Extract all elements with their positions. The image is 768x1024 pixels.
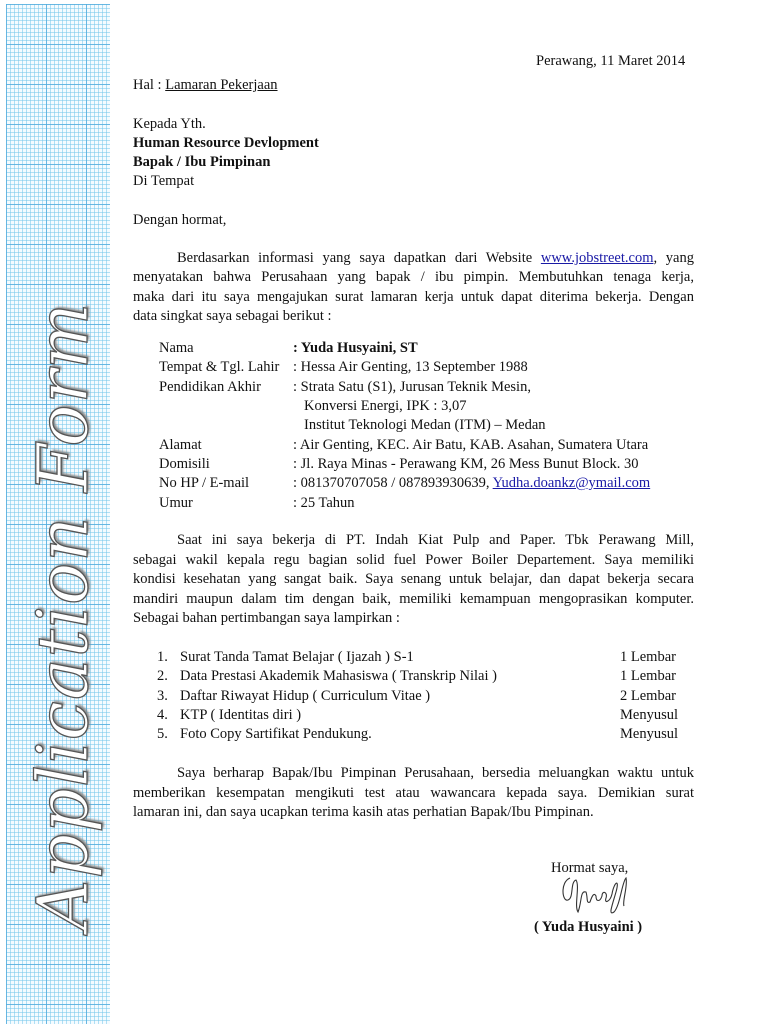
para1-line — [177, 249, 694, 267]
attachment-number: 4. — [157, 707, 168, 723]
attachment-number: 5. — [157, 726, 168, 742]
attachment-item: Data Prestasi Akademik Mahasiswa ( Transkrip Nilai ) — [180, 668, 497, 684]
para2-line: kondisi kesehatan yang sangat baik. Saya senang untuk belajar, dan dapat bekerja secara — [133, 571, 694, 587]
attachment-item: KTP ( Identitas diri ) — [180, 707, 302, 723]
para1-line: menyatakan bahwa Perusahaan yang bapak / ibu pimpin. Membutuhkan tenaga kerja, — [133, 269, 694, 285]
para2-line: Saat ini saya bekerja di PT. Indah Kiat Pulp and Paper. Tbk Perawang Mill, — [177, 532, 694, 548]
bio-value-text: : Yuda Husyaini, ST — [293, 340, 418, 356]
closing: Hormat saya, — [551, 860, 629, 876]
bio-label: Tempat & Tgl. Lahir — [159, 359, 280, 375]
bio-label: Nama — [159, 340, 194, 356]
subject-label: Hal : — [133, 77, 166, 93]
bio-label: Pendidikan Akhir — [159, 379, 261, 395]
recipient-line: Human Resource Devlopment — [133, 135, 319, 151]
bio-label: No HP / E-mail — [159, 475, 250, 491]
attachment-number: 3. — [157, 688, 168, 704]
greeting: Dengan hormat, — [133, 212, 227, 228]
signer-name: ( Yuda Husyaini ) — [534, 919, 643, 935]
attachment-item: Surat Tanda Tamat Belajar ( Ijazah ) S-1 — [180, 649, 414, 665]
para3-line: memberikan kesempatan mengikuti test atau wawancara kepada saya. Demikian surat — [133, 785, 694, 801]
bio-value — [293, 436, 648, 454]
subject: Lamaran Pekerjaan — [165, 77, 278, 93]
attachment-qty: Menyusul — [620, 707, 678, 723]
para1-line: maka dari itu saya mengajukan surat lamaran kerja untuk dapat diterima bekerja. Dengan — [133, 289, 694, 305]
attachment-qty: Menyusul — [620, 726, 678, 742]
recipient-line: Kepada Yth. — [133, 116, 206, 132]
signature — [556, 872, 636, 920]
bio-value — [293, 378, 531, 396]
bio-value-text: : Jl. Raya Minas - Perawang KM, 26 Mess Bunut Block. 30 — [293, 456, 639, 472]
bio-value — [293, 494, 355, 512]
para3-line: Saya berharap Bapak/Ibu Pimpinan Perusahaan, bersedia meluangkan waktu untuk — [177, 765, 694, 781]
para2-line: sebagai wakil kepala regu bagian solid fuel Power Boiler Departement. Saya memiliki — [133, 552, 694, 568]
bio-value — [293, 455, 639, 473]
recipient-line: Bapak / Ibu Pimpinan — [133, 154, 271, 170]
attachment-number: 2. — [157, 668, 168, 684]
bio-value-text: : Air Genting, KEC. Air Batu, KAB. Asahan, Sumatera Utara — [293, 437, 649, 453]
email-link[interactable]: Yudha.doankz@ymail.com — [492, 475, 651, 491]
bio-value-text: Konversi Energi, IPK : 3,07 — [304, 398, 467, 414]
subject-line — [133, 76, 278, 94]
attachment-qty: 1 Lembar — [620, 649, 676, 665]
recipient-line: Di Tempat — [133, 173, 195, 189]
bio-label: Umur — [159, 495, 193, 511]
bio-value-text: : Strata Satu (S1), Jurusan Teknik Mesin, — [293, 379, 531, 395]
bio-label: Alamat — [159, 437, 202, 453]
text: , yang — [653, 250, 694, 266]
place-date: Perawang, 11 Maret 2014 — [536, 53, 686, 69]
attachment-number: 1. — [157, 649, 168, 665]
para3-line: lamaran ini, dan saya ucapkan terima kasih atas perhatian Bapak/Ibu Pimpinan. — [133, 804, 594, 820]
para1-line: data singkat saya sebagai berikut : — [133, 308, 332, 324]
sidebar-title: Application Form — [22, 301, 104, 931]
attachment-qty: 1 Lembar — [620, 668, 676, 684]
bio-value — [304, 397, 466, 415]
bio-value — [293, 358, 528, 376]
bio-value-text: : 25 Tahun — [293, 495, 355, 511]
para2-line: Sebagai bahan pertimbangan saya lampirkan : — [133, 610, 400, 626]
attachment-item: Daftar Riwayat Hidup ( Curriculum Vitae ) — [180, 688, 431, 704]
bio-value-text: Institut Teknologi Medan (ITM) – Medan — [304, 417, 546, 433]
bio-value-text: : Hessa Air Genting, 13 September 1988 — [293, 359, 528, 375]
bio-value — [304, 416, 546, 434]
bio-value — [293, 339, 418, 357]
jobstreet-link[interactable]: www.jobstreet.com — [540, 250, 654, 266]
graph-paper-sidebar — [6, 4, 110, 1024]
attachment-qty: 2 Lembar — [620, 688, 676, 704]
bio-value-text: : 081370707058 / 087893930639, — [293, 475, 493, 491]
bio-label: Domisili — [159, 456, 210, 472]
para2-line: mandiri maupun dalam tim dengan baik, memiliki kemampuan mengoprasikan komputer. — [133, 591, 694, 607]
text: Berdasarkan informasi yang saya dapatkan dari Website — [177, 250, 541, 266]
bio-value — [293, 474, 650, 492]
attachment-item: Foto Copy Sartifikat Pendukung. — [180, 726, 372, 742]
